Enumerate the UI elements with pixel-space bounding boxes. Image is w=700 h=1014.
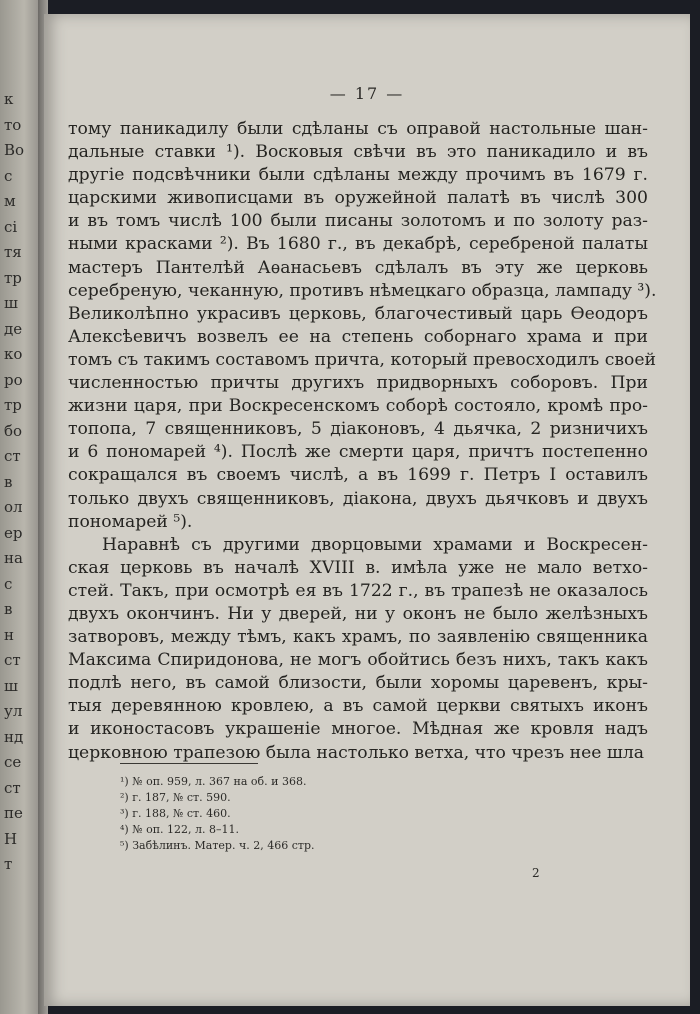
left-page-text-fragment: ст — [4, 778, 21, 797]
text-line: только двухъ священниковъ, діакона, двухъ дьячковъ и двухъ — [68, 488, 648, 509]
left-page-text-fragment: тр — [4, 396, 22, 414]
text-line: затворовъ, между тѣмъ, какъ храмъ, по заявленію священника — [68, 627, 648, 648]
text-line: мастеръ Пантелѣй Аѳанасьевъ сдѣлалъ въ эту же церковь — [68, 257, 648, 278]
text-line: двухъ окончинъ. Ни у дверей, ни у оконъ не было желѣзныхъ — [68, 603, 648, 624]
left-page-text-fragment: де — [4, 319, 23, 338]
footnote: ³) г. 188, № ст. 460. — [120, 807, 231, 820]
text-line: серебреную, чеканную, противъ нѣмецкаго образца, лампаду ³). — [68, 280, 657, 301]
left-page-text-fragment: ол — [4, 498, 23, 516]
footnote: ⁴) № оп. 122, л. 8–11. — [120, 823, 240, 836]
body-text — [68, 118, 657, 765]
left-page-text-fragment: с — [4, 166, 13, 185]
left-page-text-fragment: м — [4, 192, 16, 210]
text-line: тыя деревянною кровлею, а въ самой церкви святыхъ иконъ — [68, 696, 648, 717]
text-line: ская церковь въ началѣ XVIII в. имѣла уже не мало ветхо- — [68, 557, 648, 578]
left-page-text-fragment: нд — [4, 727, 24, 746]
left-page-text-fragment: ул — [4, 702, 23, 720]
text-line: Великолѣпно украсивъ церковь, благочестивый царь Ѳеодоръ — [68, 303, 648, 324]
text-line: подлѣ него, въ самой близости, были хоромы царевенъ, кры- — [68, 673, 648, 694]
text-line: Максима Спиридонова, не могъ обойтись безъ нихъ, такъ какъ — [68, 650, 648, 671]
left-page-text-fragment: тр — [4, 268, 22, 287]
text-line: другіе подсвѣчники были сдѣланы между прочимъ въ 1679 г. — [68, 165, 648, 186]
left-page-text-fragment: ро — [4, 370, 23, 389]
text-line: и иконостасовъ украшеніе многое. Мѣдная же кровля надъ — [68, 719, 648, 740]
book-page — [44, 14, 690, 1006]
left-page-text-fragment: ст — [4, 447, 21, 465]
text-line: стей. Такъ, при осмотрѣ ея въ 1722 г., въ трапезѣ не оказалось — [68, 580, 648, 601]
footnote: ⁵) Забѣлинъ. Матер. ч. 2, 466 стр. — [120, 839, 315, 852]
footnote-rule — [120, 763, 258, 764]
left-page-text-fragment: ш — [4, 294, 18, 312]
page-number-header: — 17 — — [329, 84, 405, 103]
left-page-text-fragment: на — [4, 549, 23, 567]
text-line: жизни царя, при Воскресенскомъ соборѣ состояло, кромѣ про- — [68, 396, 648, 417]
left-page-text-fragment: в — [4, 472, 13, 491]
left-page-text-fragment: ко — [4, 345, 23, 363]
left-page-text-fragment: ер — [4, 523, 23, 542]
left-page-text-fragment: бо — [4, 421, 23, 440]
footnote: ²) г. 187, № ст. 590. — [120, 791, 231, 804]
left-page-text-fragment: Во — [4, 141, 25, 159]
text-line: церковною трапезою была настолько ветха, что чрезъ нее шла — [68, 742, 645, 763]
left-page-text-fragment: ш — [4, 676, 18, 695]
left-page-text-fragment: н — [4, 625, 14, 644]
footnote: ¹) № оп. 959, л. 367 на об. и 368. — [120, 775, 307, 788]
text-line: Наравнѣ съ другими дворцовыми храмами и Воскресен- — [102, 534, 648, 555]
text-line: сокращался въ своемъ числѣ, а въ 1699 г. Петръ I оставилъ — [68, 465, 648, 486]
text-line: и въ томъ числѣ 100 были писаны золотомъ и по золоту раз- — [68, 211, 648, 232]
left-page-text-fragment: т — [4, 855, 13, 873]
text-line: пономарей ⁵). — [68, 511, 193, 532]
text-line: численностью причты другихъ придворныхъ соборовъ. При — [68, 373, 648, 394]
left-page-text-fragment: то — [4, 115, 22, 134]
footnotes — [120, 774, 520, 854]
left-page-text-fragment: к — [4, 90, 14, 108]
text-line: топопа, 7 священниковъ, 5 діаконовъ, 4 дьячка, 2 ризничихъ — [68, 419, 648, 440]
left-page-text-fragment: се — [4, 753, 22, 771]
left-page-text-fragment: ст — [4, 651, 21, 669]
text-line: дальные ставки ¹). Восковыя свѣчи въ это паникадило и въ — [68, 142, 648, 163]
left-page-text-fragment: Н — [4, 829, 18, 848]
text-line: Алексѣевичъ возвелъ ее на степень соборнаго храма и при — [68, 326, 648, 347]
text-line: царскими живописцами въ оружейной палатѣ въ числѣ 300 — [68, 188, 648, 209]
text-line: тому паникадилу были сдѣланы съ оправой настольные шан- — [68, 119, 648, 139]
signature-mark: 2 — [532, 866, 540, 880]
left-page-text-fragment: в — [4, 600, 13, 618]
left-page-text-fragment: тя — [4, 243, 22, 261]
left-page-text-fragment: сі — [4, 217, 18, 236]
left-page-text-fragment: пе — [4, 804, 23, 822]
left-page-text-fragment: с — [4, 574, 13, 593]
text-line: ными красками ²). Въ 1680 г., въ декабрѣ, серебреной палаты — [68, 234, 648, 255]
text-line: томъ съ такимъ составомъ причта, который превосходилъ своей — [68, 349, 656, 370]
text-line: и 6 пономарей ⁴). Послѣ же смерти царя, причтъ постепенно — [68, 442, 648, 463]
